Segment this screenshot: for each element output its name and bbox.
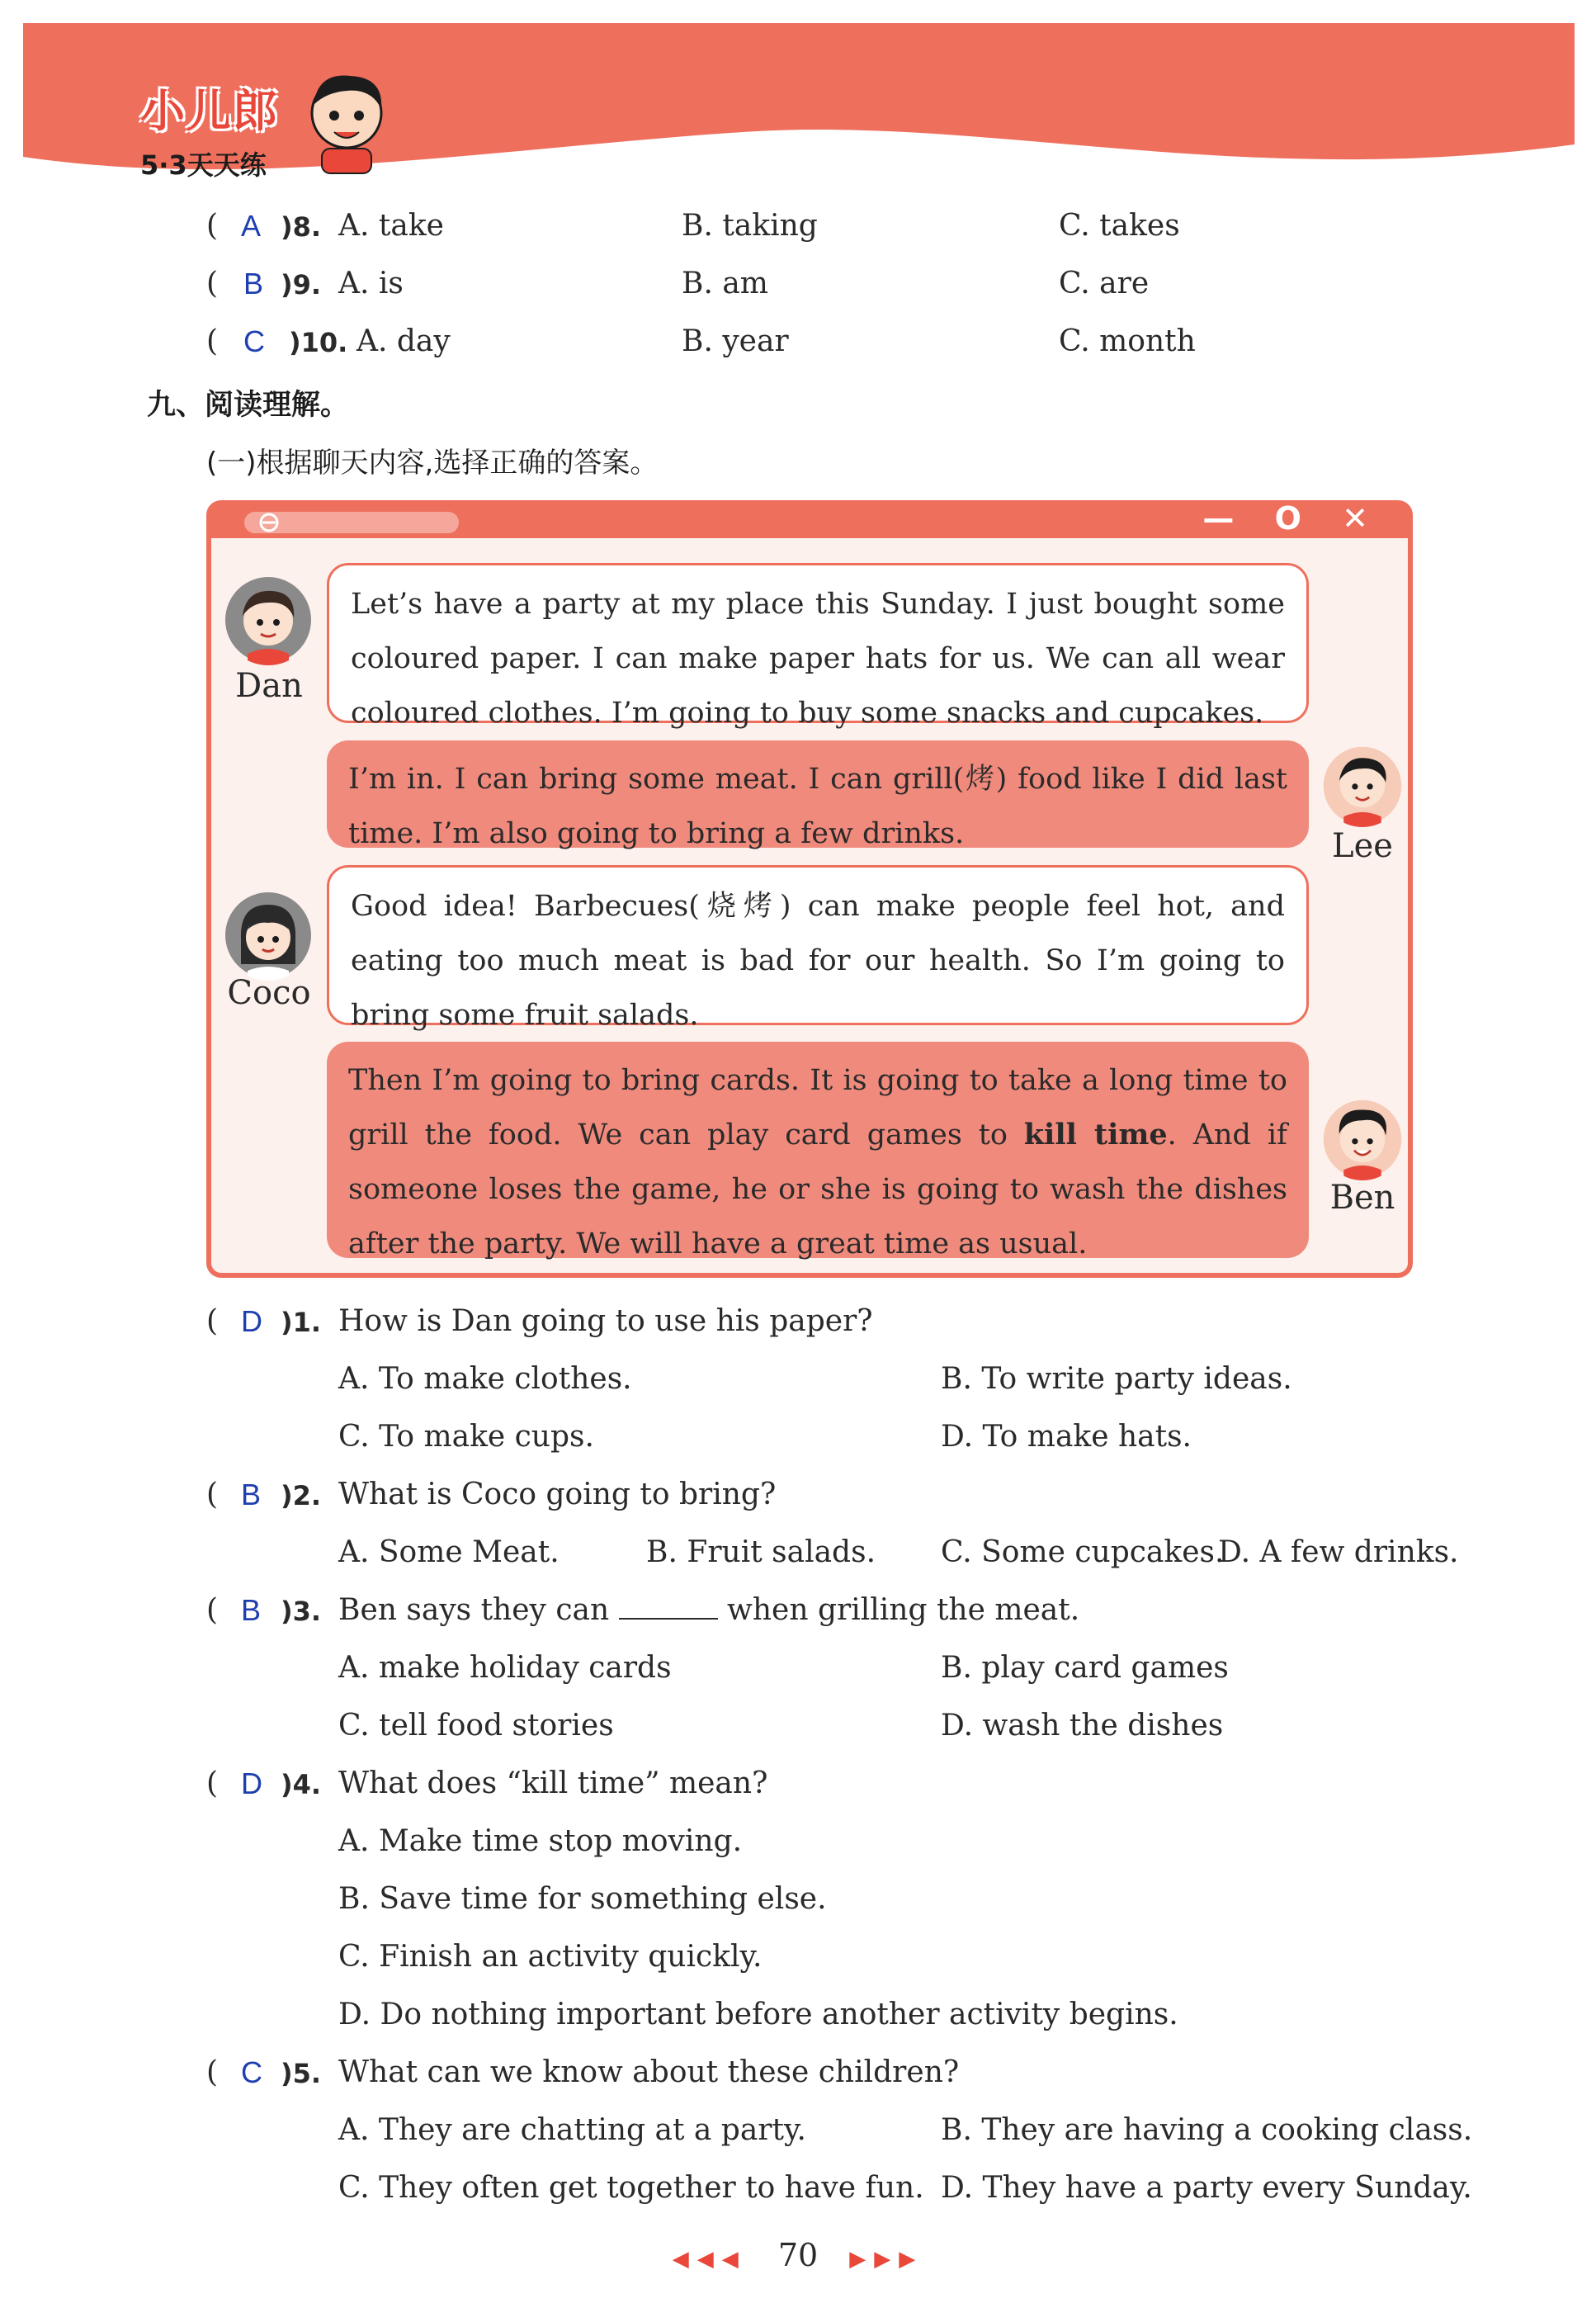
next-arrows-icon: ▶▶▶ xyxy=(849,2247,924,2272)
option-a: A. Make time stop moving. xyxy=(338,1824,743,1858)
question-number: )3. xyxy=(281,1596,322,1627)
option-b: B. They are having a cooking class. xyxy=(941,2113,1473,2147)
option-c: C. Finish an activity quickly. xyxy=(338,1940,763,1974)
option-a: A. To make clothes. xyxy=(338,1362,632,1396)
option-b: B. play card games xyxy=(941,1651,1229,1685)
speaker-name-dan: Dan xyxy=(235,667,303,705)
chat-titlebar xyxy=(211,500,1408,538)
avatar-lee xyxy=(1321,745,1404,827)
option-a: A. take xyxy=(338,209,444,243)
page-footer xyxy=(0,2237,1596,2273)
chat-bubble-lee: I’m in. I can bring some meat. I can grill(烤) food like I did last time. I’m also going to bring a few drinks. xyxy=(327,740,1309,848)
speaker-name-coco: Coco xyxy=(227,974,311,1012)
ben-text-bold: kill time xyxy=(1023,1118,1168,1152)
brand-logo xyxy=(140,76,279,182)
option-b: B. am xyxy=(682,267,768,300)
answer-mark: C xyxy=(243,324,265,358)
question-stem: What is Coco going to bring? xyxy=(338,1478,777,1511)
question-number: )9. xyxy=(281,269,322,300)
option-b: B. year xyxy=(682,324,789,358)
chat-tab-icon xyxy=(244,512,459,533)
ben-text-before: Then I’m going to bring cards. It is going to take a long time to grill the food. We can play card games to xyxy=(348,1064,1287,1152)
option-a: A. make holiday cards xyxy=(338,1651,672,1685)
paren-open: ( xyxy=(206,1478,219,1511)
option-c: C. Some cupcakes. xyxy=(941,1535,1225,1569)
stem-before: Ben says they can xyxy=(338,1593,610,1627)
chat-bubble-dan: Let’s have a party at my place this Sunday. I just bought some coloured paper. I can make paper hats for us. We can all wear coloured clothes. I’m going to buy some snacks and cupcakes. xyxy=(327,563,1309,723)
option-c: C. tell food stories xyxy=(338,1709,614,1743)
answer-mark: D xyxy=(241,1766,262,1800)
avatar-coco xyxy=(223,890,314,981)
window-controls[interactable]: — O ✕ xyxy=(1202,500,1383,537)
speaker-name-ben: Ben xyxy=(1329,1179,1395,1217)
option-c: C. month xyxy=(1059,324,1196,358)
avatar-ben xyxy=(1321,1098,1404,1180)
mascot-icon xyxy=(301,68,392,175)
question-stem: How is Dan going to use his paper? xyxy=(338,1304,873,1338)
question-number: )2. xyxy=(281,1480,322,1511)
option-d: D. A few drinks. xyxy=(1218,1535,1459,1569)
paren-open: ( xyxy=(206,324,219,358)
paren-open: ( xyxy=(206,267,219,300)
section-heading: 九、阅读理解。 xyxy=(147,389,350,422)
section-subheading: (一)根据聊天内容,选择正确的答案。 xyxy=(206,447,659,480)
paren-open: ( xyxy=(206,1304,219,1338)
option-b: B. Save time for something else. xyxy=(338,1882,827,1916)
brand-sub-text: 5·3天天练 xyxy=(140,149,267,181)
paren-open: ( xyxy=(206,2055,219,2089)
option-a: A. is xyxy=(338,267,404,300)
question-number: )10. xyxy=(289,327,348,358)
option-c: C. They often get together to have fun. xyxy=(338,2171,924,2205)
chat-bubble-coco: Good idea! Barbecues(烧烤) can make people feel hot, and eating too much meat is bad for our health. So I’m going to bring some fruit salads. xyxy=(327,865,1309,1025)
question-number: )1. xyxy=(281,1307,322,1338)
avatar-dan xyxy=(223,575,314,665)
option-c: C. To make cups. xyxy=(338,1420,594,1454)
question-number: )4. xyxy=(281,1769,322,1800)
speaker-name-lee: Lee xyxy=(1332,827,1393,865)
chat-bubble-ben xyxy=(327,1042,1309,1258)
option-d: D. wash the dishes xyxy=(941,1709,1224,1743)
paren-open: ( xyxy=(206,209,219,243)
page-number: 70 xyxy=(777,2237,819,2273)
answer-mark: B xyxy=(243,267,264,300)
stem-after: when grilling the meat. xyxy=(727,1593,1080,1627)
answer-mark: D xyxy=(241,1304,262,1338)
answer-blank xyxy=(619,1593,718,1620)
answer-mark: B xyxy=(241,1593,262,1627)
answer-mark: B xyxy=(241,1478,262,1511)
option-b: B. Fruit salads. xyxy=(646,1535,876,1569)
paren-open: ( xyxy=(206,1593,219,1627)
chat-window xyxy=(206,500,1413,1278)
paren-open: ( xyxy=(206,1766,219,1800)
option-a: A. Some Meat. xyxy=(338,1535,560,1569)
option-d: D. To make hats. xyxy=(941,1420,1192,1454)
option-a: A. day xyxy=(357,324,451,358)
brand-main-text: 小儿郎 xyxy=(140,85,279,137)
prev-arrows-icon: ◀◀◀ xyxy=(672,2247,747,2272)
option-d: D. Do nothing important before another activity begins. xyxy=(338,1998,1178,2031)
question-stem: What does “kill time” mean? xyxy=(338,1766,768,1800)
option-b: B. taking xyxy=(682,209,818,243)
answer-mark: A xyxy=(241,209,262,243)
question-stem xyxy=(338,1593,1079,1627)
question-number: )5. xyxy=(281,2058,322,2089)
option-c: C. are xyxy=(1059,267,1150,300)
question-stem: What can we know about these children? xyxy=(338,2055,960,2089)
option-a: A. They are chatting at a party. xyxy=(338,2113,806,2147)
ben-text-after: . And if someone loses the game, he or she is going to wash the dishes after the party. We will have a great time as usual. xyxy=(348,1118,1287,1260)
option-c: C. takes xyxy=(1059,209,1180,243)
option-d: D. They have a party every Sunday. xyxy=(941,2171,1472,2205)
option-b: B. To write party ideas. xyxy=(941,1362,1292,1396)
question-number: )8. xyxy=(281,211,322,243)
answer-mark: C xyxy=(241,2055,262,2089)
